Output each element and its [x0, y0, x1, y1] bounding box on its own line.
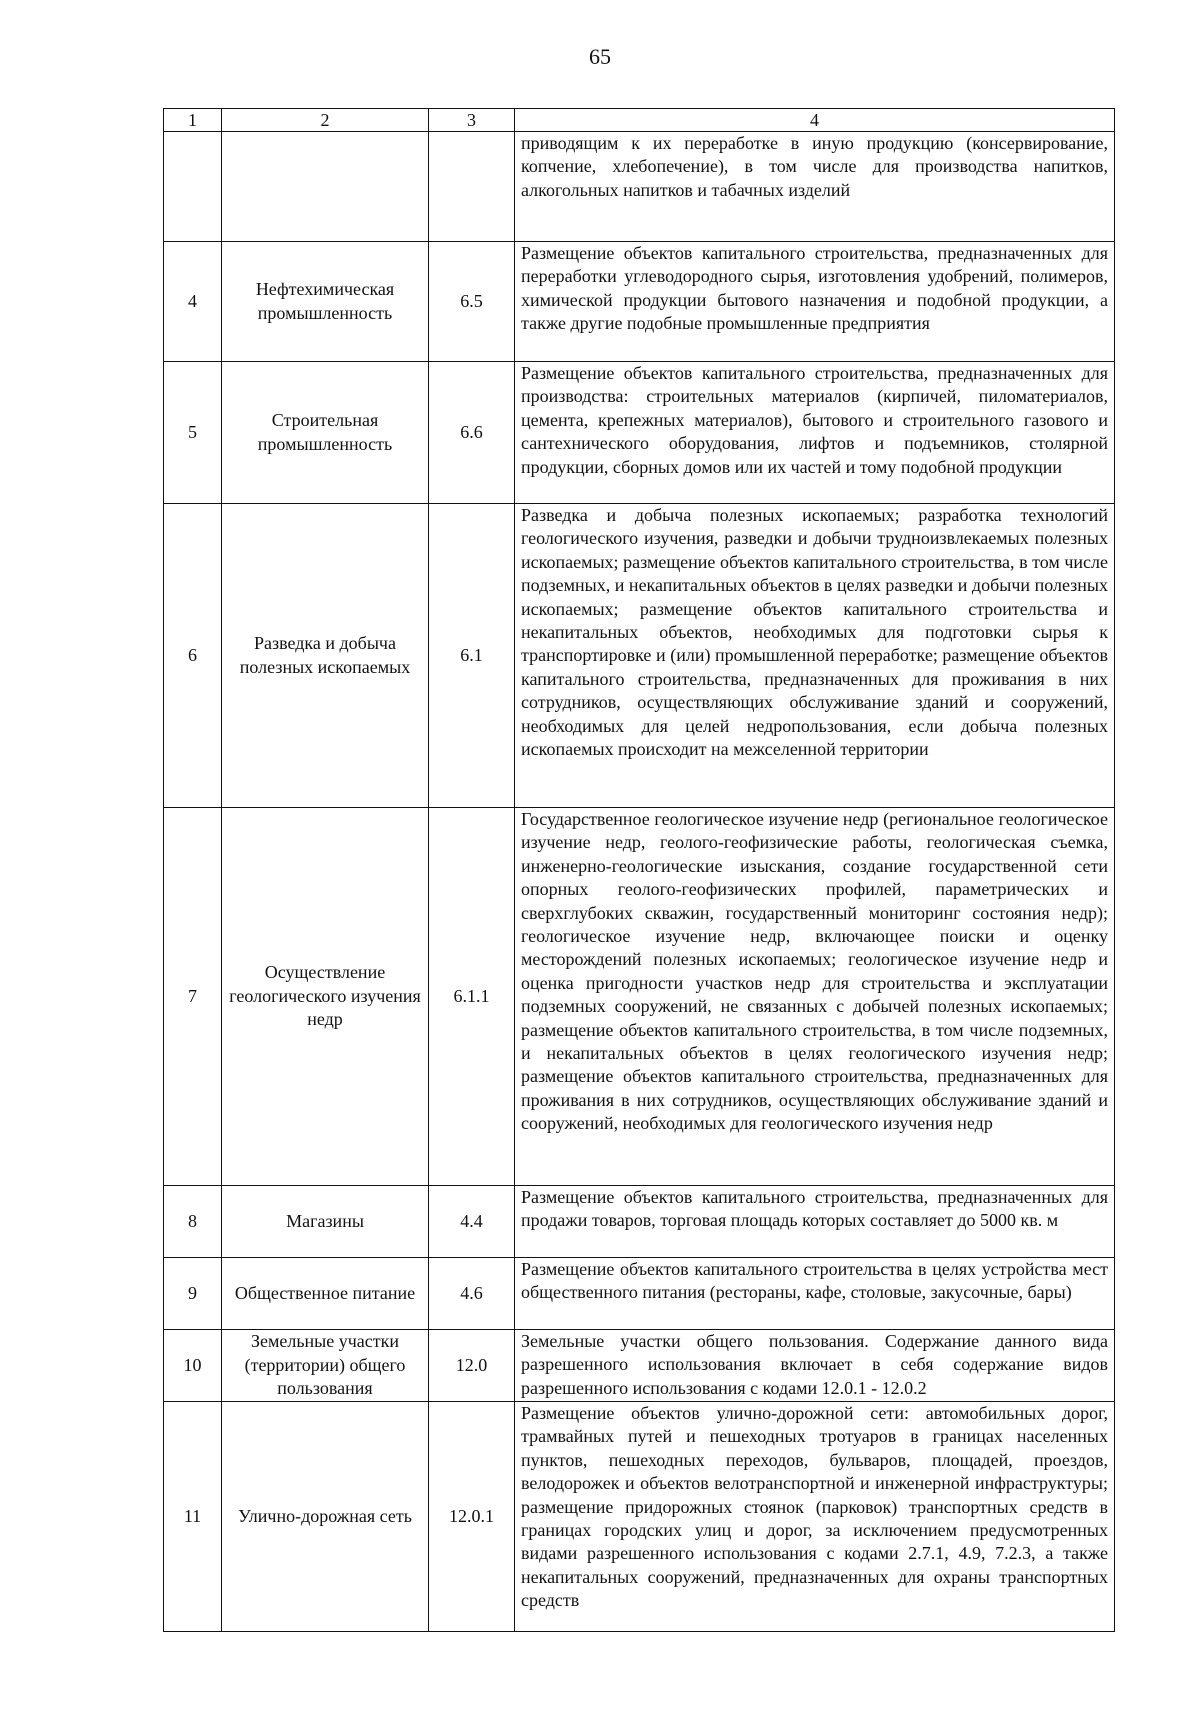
row-number: 8 [164, 1186, 222, 1258]
table-row [164, 808, 1115, 1186]
row-number: 6 [164, 504, 222, 808]
use-type-name: Улично-дорожная сеть [222, 1402, 429, 1632]
use-type-code: 6.1 [429, 504, 515, 808]
table-row [164, 1186, 1115, 1258]
use-type-code: 4.4 [429, 1186, 515, 1258]
use-type-code: 6.1.1 [429, 808, 515, 1186]
table-row [164, 1258, 1115, 1330]
use-type-name: Магазины [222, 1186, 429, 1258]
header-col-1: 1 [164, 109, 222, 132]
table-row [164, 132, 1115, 242]
use-type-description: Размещение объектов капитального строительства в целях устройства мест общественного питания (рестораны, кафе, столовые, закусочные, бары) [515, 1258, 1115, 1330]
use-type-description: приводящим к их переработке в иную продукцию (консервирование, копчение, хлебопечение), в том числе для производства напитков, алкогольных напитков и табачных изделий [515, 132, 1115, 242]
row-number: 10 [164, 1330, 222, 1402]
use-type-description: Размещение объектов капитального строительства, предназначенных для переработки углеводородного сырья, изготовления удобрений, полимеров, химической продукции бытового назначения и подобной продукции, а также другие подобные промышленные предприятия [515, 242, 1115, 362]
use-type-code: 4.6 [429, 1258, 515, 1330]
use-type-name: Общественное питание [222, 1258, 429, 1330]
use-type-code: 12.0.1 [429, 1402, 515, 1632]
use-type-description: Земельные участки общего пользования. Содержание данного вида разрешенного использования включает в себя содержание видов разрешенного использования с кодами 12.0.1 - 12.0.2 [515, 1330, 1115, 1402]
use-type-description: Разведка и добыча полезных ископаемых; разработка технологий геологического изучения, разведки и добычи трудноизвлекаемых полезных ископаемых; размещение объектов капитального строительства, в том числе подземных, и некапитальных объектов в целях разведки и добычи полезных ископаемых; размещение объектов капитального строительства и некапитальных объектов, необходимых для подготовки сырья к транспортировке и (или) промышленной переработке; размещение объектов капитального строительства, предназначенных для проживания в них сотрудников, осуществляющих обслуживание зданий и сооружений, необходимых для целей недропользования, если добыча полезных ископаемых происходит на межселенной территории [515, 504, 1115, 808]
header-col-3: 3 [429, 109, 515, 132]
use-type-name: Осуществление геологического изучения недр [222, 808, 429, 1186]
header-row [164, 109, 1115, 132]
use-type-description: Размещение объектов улично-дорожной сети: автомобильных дорог, трамвайных путей и пешеходных тротуаров в границах населенных пунктов, пешеходных переходов, бульваров, площадей, проездов, велодорожек и объектов велотранспортной и инженерной инфраструктуры; размещение придорожных стоянок (парковок) транспортных средств в границах городских улиц и дорог, за исключением предусмотренных видами разрешенного использования с кодами 2.7.1, 4.9, 7.2.3, а также некапитальных сооружений, предназначенных для охраны транспортных средств [515, 1402, 1115, 1632]
use-type-description: Государственное геологическое изучение недр (региональное геологическое изучение недр, геолого-геофизические работы, геологическая съемка, инженерно-геологические изыскания, создание государственной сети опорных геолого-геофизических профилей, параметрических и сверхглубоких скважин, государственный мониторинг состояния недр); геологическое изучение недр, включающее поиски и оценку месторождений полезных ископаемых; геологическое изучение недр и оценка пригодности участков недр для строительства и эксплуатации подземных сооружений, не связанных с добычей полезных ископаемых; размещение объектов капитального строительства, в том числе подземных, и некапитальных объектов в целях геологического изучения недр; размещение объектов капитального строительства, предназначенных для проживания в них сотрудников, осуществляющих обслуживание зданий и сооружений, необходимых для геологического изучения недр [515, 808, 1115, 1186]
row-number [164, 132, 222, 242]
use-type-code: 6.5 [429, 242, 515, 362]
use-type-name: Строительная промышленность [222, 362, 429, 504]
table-row [164, 504, 1115, 808]
table-row [164, 1402, 1115, 1632]
use-type-name: Нефтехимическая промышленность [222, 242, 429, 362]
row-number: 4 [164, 242, 222, 362]
table-row [164, 242, 1115, 362]
row-number: 9 [164, 1258, 222, 1330]
use-type-code [429, 132, 515, 242]
row-number: 5 [164, 362, 222, 504]
use-type-description: Размещение объектов капитального строительства, предназначенных для производства: строительных материалов (кирпичей, пиломатериалов, цемента, крепежных материалов), бытового и строительного газового и сантехнического оборудования, лифтов и подъемников, столярной продукции, сборных домов или их частей и тому подобной продукции [515, 362, 1115, 504]
land-use-table [163, 108, 1115, 1632]
table-row [164, 1330, 1115, 1402]
use-type-description: Размещение объектов капитального строительства, предназначенных для продажи товаров, торговая площадь которых составляет до 5000 кв. м [515, 1186, 1115, 1258]
row-number: 7 [164, 808, 222, 1186]
page-number: 65 [589, 44, 611, 69]
table-row [164, 362, 1115, 504]
use-type-code: 12.0 [429, 1330, 515, 1402]
use-type-code: 6.6 [429, 362, 515, 504]
header-col-2: 2 [222, 109, 429, 132]
row-number: 11 [164, 1402, 222, 1632]
use-type-name: Разведка и добыча полезных ископаемых [222, 504, 429, 808]
header-col-4: 4 [515, 109, 1115, 132]
use-type-name: Земельные участки (территории) общего пользования [222, 1330, 429, 1402]
use-type-name [222, 132, 429, 242]
